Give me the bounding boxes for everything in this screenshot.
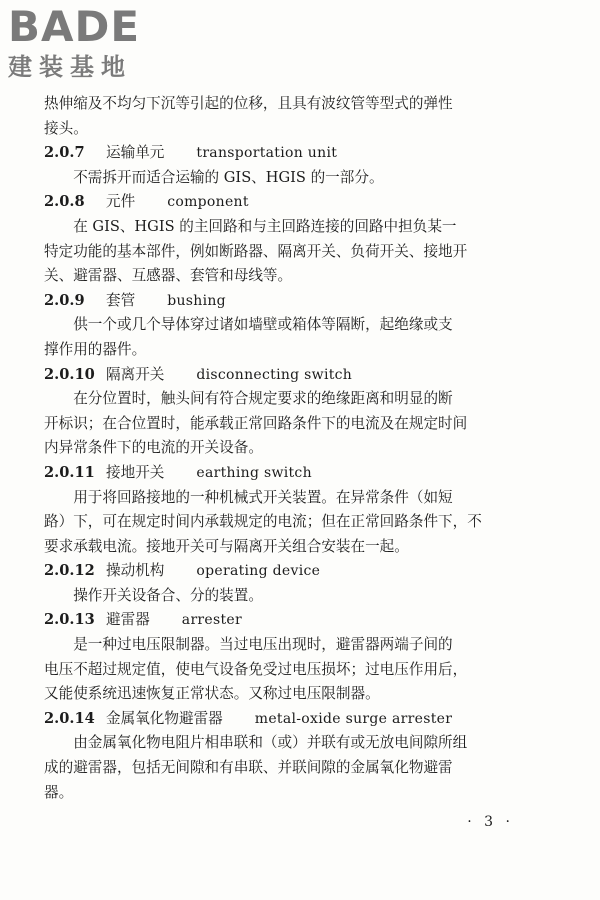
term-english: bushing [167,292,226,309]
definition-line: 撑作用的器件。 [44,340,147,358]
term-chinese: 金属氧化物避雷器 [106,709,223,727]
term-english: arrester [181,612,243,629]
intro-line-2: 接头。 [44,119,88,137]
term-heading [44,559,556,584]
term-number: 2.0.7 [44,144,85,162]
term-heading [44,190,556,215]
definition-line: 要求承载电流。接地开关可与隔离开关组合安装在一起。 [44,537,409,555]
definition-line: 在 GIS、HGIS 的主回路和与主回路连接的回路中担负某一 [73,217,457,235]
term-number: 2.0.12 [44,562,95,580]
term-chinese: 操动机构 [106,562,165,580]
term-heading [44,461,556,486]
logo-wordmark: BADE [8,2,141,51]
definition-line: 开标识；在合位置时，能承载正常回路条件下的电流及在规定时间 [44,414,468,432]
term-number: 2.0.14 [44,709,95,727]
term-heading [44,363,556,388]
term-chinese: 套管 [106,291,136,309]
term-number: 2.0.9 [44,291,85,309]
definition-line: 路）下，可在规定时间内承载规定的电流；但在正常回路条件下，不 [44,513,482,531]
term-number: 2.0.10 [44,365,95,383]
term-heading [44,707,556,732]
term-english: earthing switch [196,464,312,481]
term-number: 2.0.11 [44,463,95,481]
definition-line: 不需拆开而适合运输的 GIS、HGIS 的一部分。 [73,168,384,186]
term-english: operating device [196,563,321,580]
definition-line: 又能使系统迅速恢复正常状态。又称过电压限制器。 [44,685,380,703]
term-english: transportation unit [196,145,338,162]
term-heading [44,289,556,314]
definition-line: 特定功能的基本部件，例如断路器、隔离开关、负荷开关、接地开 [44,242,468,260]
term-chinese: 元件 [106,193,136,211]
definition-line: 用于将回路接地的一种机械式开关装置。在异常条件（如短 [73,488,453,506]
term-heading [44,141,556,166]
page-number: · 3 · [467,814,514,830]
definition-line: 是一种过电压限制器。当过电压出现时，避雷器两端子间的 [73,636,453,654]
term-english: metal-oxide surge arrester [254,710,453,727]
definition-line: 由金属氧化物电阻片相串联和（或）并联有或无放电间隙所组 [73,734,468,752]
definition-line: 供一个或几个导体穿过诸如墙壁或箱体等隔断，起绝缘或支 [73,316,453,334]
term-english: disconnecting switch [196,366,353,383]
term-english: component [167,194,249,211]
definition-line: 操作开关设备合、分的装置。 [73,586,263,604]
term-chinese: 接地开关 [106,463,165,481]
term-chinese: 运输单元 [106,144,165,162]
term-chinese: 隔离开关 [106,365,165,383]
intro-line-1: 热伸缩及不均匀下沉等引起的位移，且具有波纹管等型式的弹性 [44,95,453,112]
definition-line: 内异常条件下的电流的开关设备。 [44,439,263,457]
definition-line: 电压不超过规定值，使电气设备免受过电压损坏；过电压作用后， [44,660,468,678]
definition-line: 成的避雷器，包括无间隙和有串联、并联间隙的金属氧化物避雷 [44,759,453,777]
term-chinese: 避雷器 [106,611,150,629]
term-number: 2.0.8 [44,193,85,211]
term-heading [44,608,556,633]
logo-subtitle: 建装基地 [8,53,132,81]
document-body [44,92,556,805]
bade-logo [8,4,178,84]
definition-line: 器。 [44,783,74,801]
definition-line: 在分位置时，触头间有符合规定要求的绝缘距离和明显的断 [73,390,453,408]
term-number: 2.0.13 [44,611,95,629]
definition-line: 关、避雷器、互感器、套管和母线等。 [44,267,293,285]
